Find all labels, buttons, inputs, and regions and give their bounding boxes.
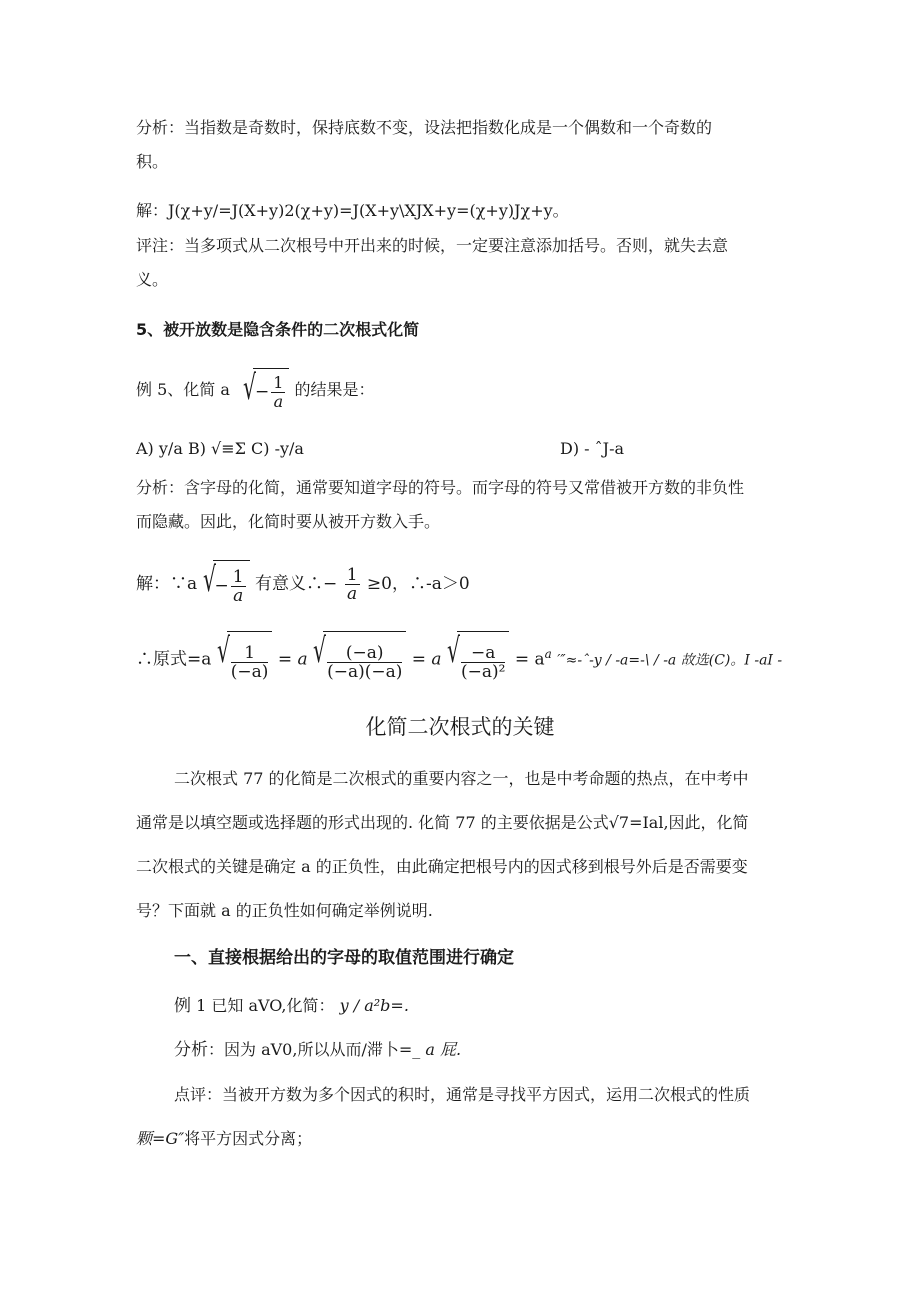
- example-5-frac-den: a: [273, 392, 284, 411]
- sol-prefix: 解：∵a: [136, 574, 198, 594]
- comment-2-line-1: 点评：当被开方数为多个因式的积时，通常是寻找平方因式，运用二次根式的性质: [174, 1085, 751, 1104]
- comment-line-2: 义。: [136, 270, 169, 289]
- comment-2-text: 将平方因式分离；: [184, 1129, 313, 1148]
- analysis-2-math: a 屁.: [425, 1040, 462, 1059]
- sol-frac2-num: 1: [346, 565, 358, 585]
- radical-sign-icon: √: [216, 630, 230, 671]
- example-1-text: 1 已知 aVO,化简：: [191, 996, 335, 1015]
- article-title: 化简二次根式的关键: [365, 715, 555, 739]
- example-5-frac-num: 1: [273, 373, 284, 392]
- orig-radical-1: [217, 631, 273, 690]
- radical-sign-icon: √: [313, 630, 327, 671]
- comment-2-math: 颗=G″: [136, 1129, 185, 1148]
- example-1-math: y / a²b=.: [339, 996, 409, 1015]
- original-expression: ∴原式=a √ $\frac{1}{(-a)}$ = a √ $\frac{(-a)}{(-a)(-a)}$ = a √ $\frac{-a}{\text{(−a)²}}$ = $a^a$ ′″≈-ˆ-y / -a=-\ / -a 故选(C)。I -aI -: [136, 626, 782, 690]
- orig-sup: a: [544, 647, 552, 661]
- section5-analysis-line-1: 分析：含字母的化简，通常要知道字母的符号。而字母的符号又常借被开方数的非负性: [136, 478, 745, 497]
- analysis-2: [174, 1038, 461, 1062]
- orig-f3-num: −a: [461, 644, 505, 663]
- example-5: [136, 368, 375, 413]
- article-heading-1: 一、直接根据给出的字母的取值范围进行确定: [174, 948, 514, 968]
- radical-sign-icon: √: [243, 368, 257, 408]
- orig-f3-den: (−a)²: [460, 661, 506, 682]
- option-d: D) - ˆJ-a: [560, 439, 625, 458]
- analysis-line-2: 积。: [136, 152, 169, 171]
- sol-frac2-den: a: [347, 584, 358, 604]
- orig-f1-den: (−a): [230, 661, 269, 682]
- sol-mid: 有意义∴−: [255, 574, 338, 594]
- orig-radical-3: [447, 631, 509, 690]
- analysis-2-text: ：因为 aV0,所以从而/滞卜=_: [208, 1040, 421, 1059]
- sol-radical: √ − $\frac{1}{a}$: [203, 560, 250, 609]
- sol-frac-den: a: [233, 586, 244, 606]
- section-5-heading: 5、被开放数是隐含条件的二次根式化简: [136, 320, 420, 339]
- orig-prefix: ∴原式=a: [136, 649, 212, 670]
- orig-f2-num: (−a): [327, 644, 402, 663]
- orig-f2-den: (−a)(−a): [327, 661, 403, 682]
- article-para-line-1: 二次根式 77 的化简是二次根式的重要内容之一，也是中考命题的热点，在中考中: [174, 769, 749, 788]
- comment-2-line-2: [136, 1127, 312, 1151]
- orig-radical-2: [313, 631, 406, 690]
- solution-line: 解：J(χ+y/=J(X+y)2(χ+y)=J(X+y\XJX+y=(χ+y)Jχ+y。: [136, 201, 569, 220]
- article-para-line-3: 二次根式的关键是确定 a 的正负性，由此确定把根号内的因式移到根号外后是否需要变: [136, 857, 748, 876]
- sol-end: ≥0，∴-a＞0: [366, 574, 470, 594]
- example-5-suffix: 的结果是：: [294, 380, 375, 399]
- orig-tail: ′″≈-ˆ-y / -a=-\ / -a 故选(C)。I -aI -: [557, 652, 783, 669]
- radical-sign-icon: √: [446, 630, 460, 671]
- analysis-2-label: 分析: [174, 1040, 208, 1060]
- article-para-line-4: 号？下面就 a 的正负性如何确定举例说明.: [136, 901, 433, 920]
- example-1: [174, 994, 409, 1018]
- example-5-prefix: 例 5、化简 a: [136, 380, 230, 399]
- article-para-line-2: 通常是以填空题或选择题的形式出现的. 化简 77 的主要依据是公式√7=Ial,因此，化简: [136, 813, 749, 832]
- orig-f1-num: 1: [231, 644, 269, 663]
- orig-eq: = a: [514, 649, 545, 670]
- section5-analysis-line-2: 而隐藏。因此，化简时要从被开方数入手。: [136, 512, 441, 531]
- example-5-radical: √ − $\frac{1}{a}$: [243, 368, 289, 413]
- sol-frac-num: 1: [232, 567, 244, 587]
- section5-solution: [136, 560, 470, 609]
- options-abc: A) y∕a B) √≡Σ C) -y∕a: [136, 439, 304, 458]
- example-1-label: 例: [174, 996, 191, 1016]
- analysis-line-1: 分析：当指数是奇数时，保持底数不变，设法把指数化成是一个偶数和一个奇数的: [136, 118, 713, 137]
- radical-sign-icon: √: [202, 560, 216, 600]
- comment-line-1: 评注：当多项式从二次根号中开出来的时候，一定要注意添加括号。否则，就失去意: [136, 236, 729, 255]
